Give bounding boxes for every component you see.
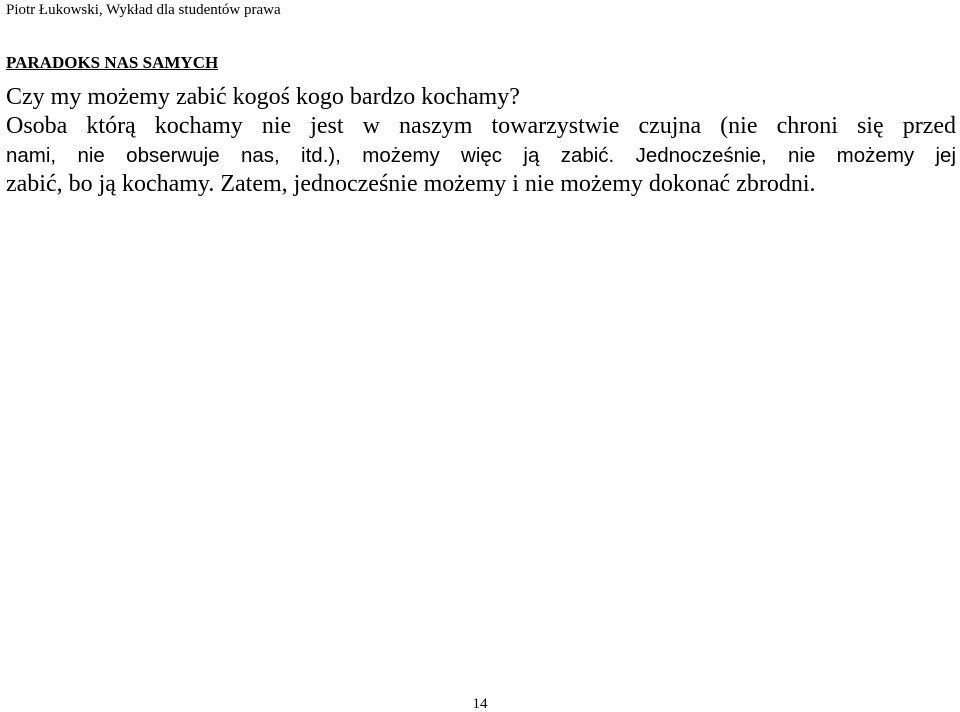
paragraph-line-3: zabić, bo ją kochamy. Zatem, jednocześnie możemy i nie możemy dokonać zbrodni.	[6, 171, 816, 197]
running-header: Piotr Łukowski, Wykład dla studentów prawa	[6, 2, 281, 18]
paragraph-line-1: Osoba którą kochamy nie jest w naszym towarzystwie czujna (nie chroni się przed	[6, 113, 956, 139]
question-line: Czy my możemy zabić kogoś kogo bardzo kochamy?	[6, 84, 520, 110]
page-number: 14	[472, 696, 488, 712]
section-title: PARADOKS NAS SAMYCH	[6, 53, 219, 72]
paragraph-line-2: nami, nie obserwuje nas, itd.), możemy więc ją zabić. Jednocześnie, nie możemy jej	[6, 144, 956, 167]
body-paragraph	[6, 112, 956, 199]
